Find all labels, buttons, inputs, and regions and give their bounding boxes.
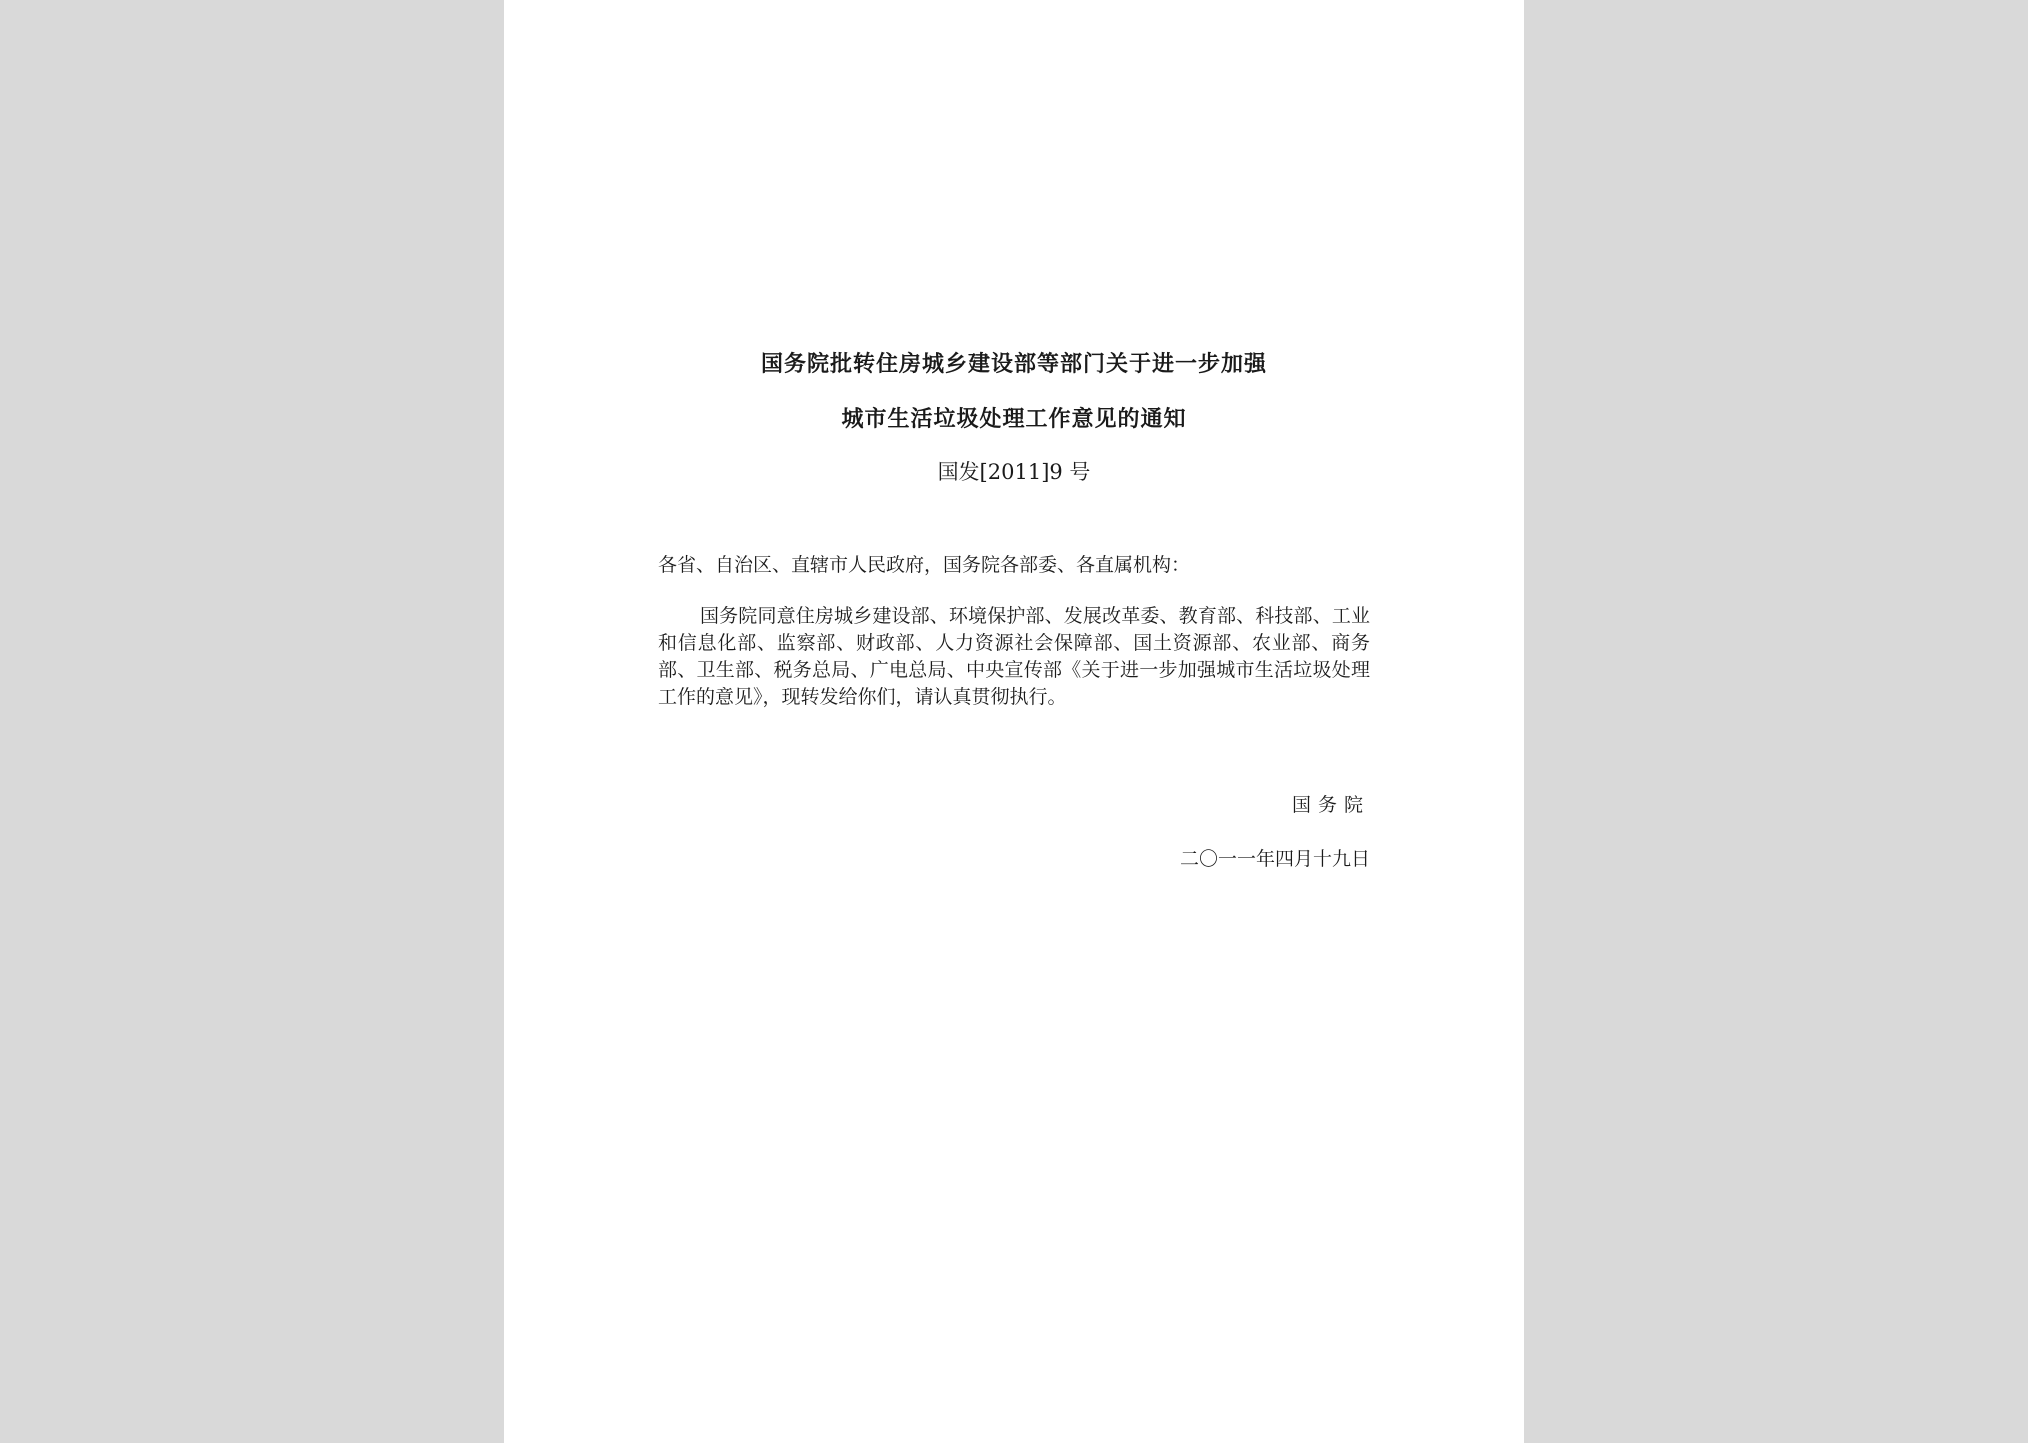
signer: 国务院 [1291,794,1370,816]
document-title-line-1: 国务院批转住房城乡建设部等部门关于进一步加强 [760,351,1267,377]
document-title-line-2: 城市生活垃圾处理工作意见的通知 [841,406,1187,432]
document-page [504,0,1524,1443]
signature-date: 二〇一一年四月十九日 [1179,848,1370,870]
body-paragraph: 国务院同意住房城乡建设部、环境保护部、发展改革委、教育部、科技部、工业和信息化部、监察部、财政部、人力资源社会保障部、国土资源部、农业部、商务部、卫生部、税务总局、广电总局、中央宣传部《关于进一步加强城市生活垃圾处理工作的意见》，现转发给你们，请认真贯彻执行。 [658,605,1370,708]
document-number: 国发[2011]9 号 [937,460,1091,484]
addressee: 各省、自治区、直辖市人民政府，国务院各部委、各直属机构： [658,554,1191,576]
